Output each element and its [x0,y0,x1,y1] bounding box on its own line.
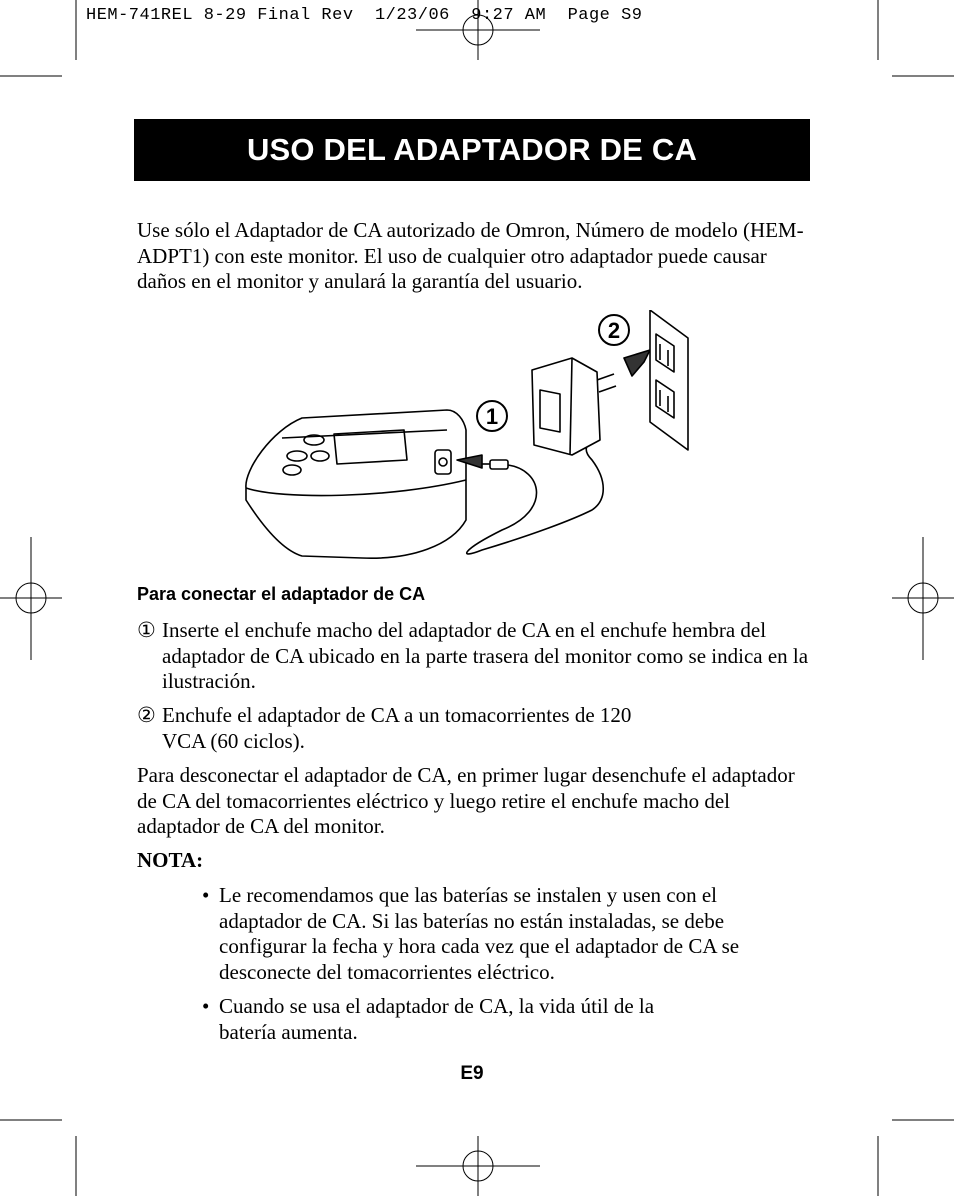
note-item [202,994,812,1045]
page-title: USO DEL ADAPTADOR DE CA [246,132,698,167]
note-item [202,883,812,985]
step-item [137,703,817,754]
page-number: E9 [460,1063,484,1084]
section-subheading: Para conectar el adaptador de CA [137,584,426,604]
callout-1-label: 1 [485,404,499,429]
note-text: Cuando se usa el adaptador de CA, la vida útil de la batería aumenta. [219,994,655,1044]
intro-paragraph: Use sólo el Adaptador de CA autorizado de Omron, Número de modelo (HEM-ADPT1) con este monitor. El uso de cualquier otro adaptador puede causar daños en el monitor y anulará la garantía del usuario. [137,218,804,293]
bullet-marker: • [202,883,210,907]
step-marker: ② [137,703,156,727]
step-text: Inserte el enchufe macho del adaptador de CA en el enchufe hembra del adaptador de CA ubicado en la parte trasera del monitor como se indica en la ilustración. [162,618,809,693]
note-label: NOTA: [137,848,204,872]
disconnect-paragraph: Para desconectar el adaptador de CA, en primer lugar desenchufe el adaptador de CA del tomacorrientes eléctrico y luego retire el enchufe macho del adaptador de CA del monitor. [137,763,795,838]
step-marker: ① [137,618,156,642]
callout-2-label: 2 [607,318,621,343]
note-text: Le recomendamos que las baterías se instalen y usen con el adaptador de CA. Si las baterías no están instaladas, se debe configurar la fecha y hora cada vez que el adaptador de CA se desconecte del tomacorrientes eléctrico. [219,883,740,984]
print-slug-line: HEM-741REL 8-29 Final Rev 1/23/06 9:27 AM Page S9 [86,6,643,25]
page-title-bar [134,119,810,181]
bullet-marker: • [202,994,210,1018]
step-item [137,618,817,695]
step-text: Enchufe el adaptador de CA a un tomacorrientes de 120 VCA (60 ciclos). [162,703,632,753]
ac-adapter-illustration [242,310,702,565]
